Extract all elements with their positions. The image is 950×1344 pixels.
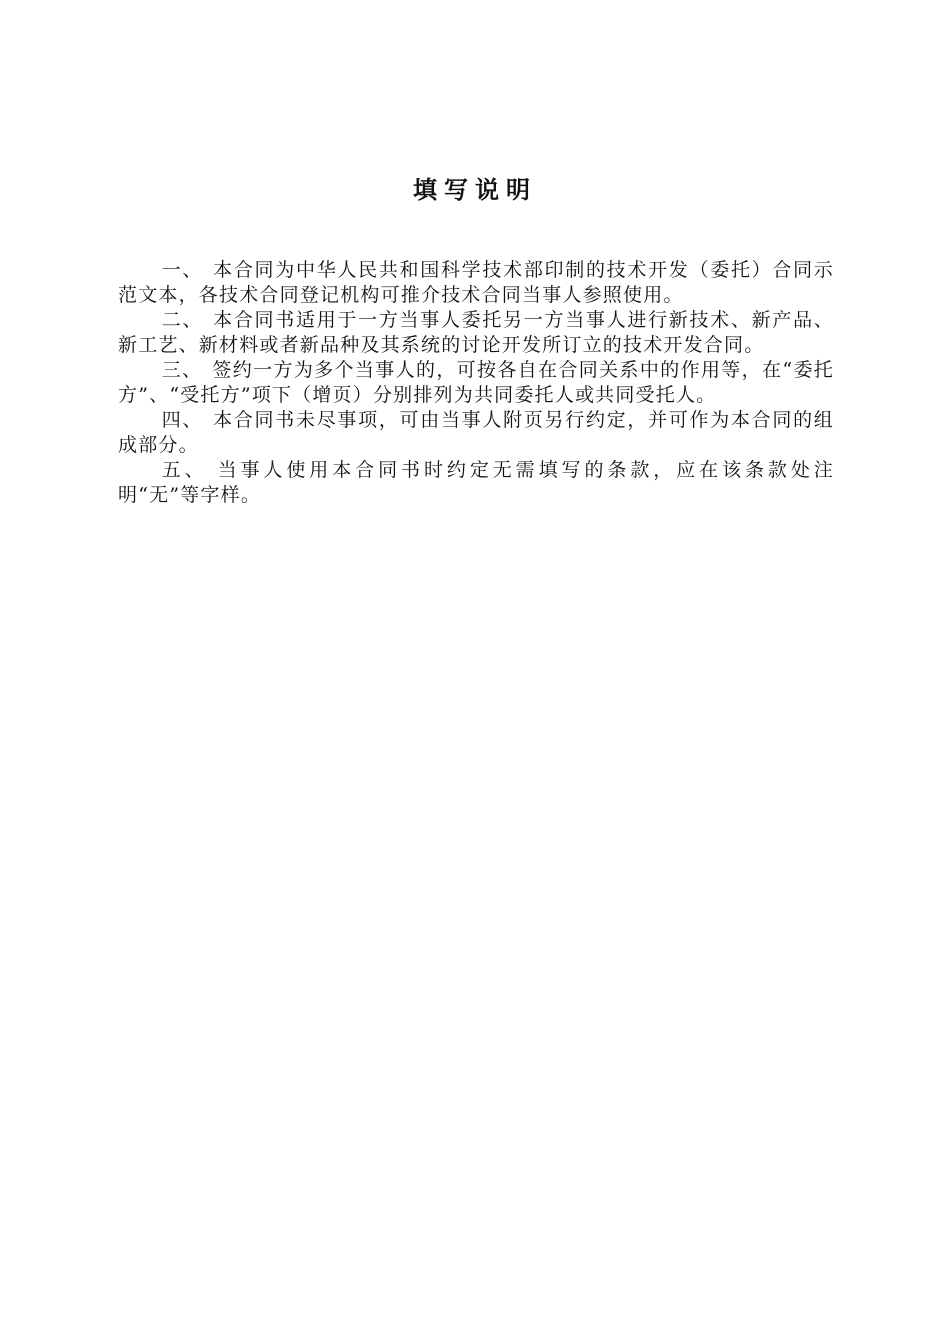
paragraph-text: 本合同书适用于一方当事人委托另一方当事人进行新技术、新产品、新工艺、新材料或者新品种及其系统的讨论开发所订立的技术开发合同。 bbox=[118, 309, 834, 356]
instruction-paragraph-5 bbox=[118, 458, 834, 508]
page-title: 填写说明 bbox=[413, 176, 537, 204]
paragraph-number: 四、 bbox=[161, 409, 204, 431]
paragraph-number: 二、 bbox=[161, 309, 204, 331]
paragraph-number: 一、 bbox=[161, 259, 204, 281]
instructions-body bbox=[118, 258, 834, 508]
paragraph-text: 本合同书未尽事项，可由当事人附页另行约定，并可作为本合同的组成部分。 bbox=[118, 409, 834, 456]
paragraph-text: 本合同为中华人民共和国科学技术部印制的技术开发（委托）合同示范文本，各技术合同登记机构可推介技术合同当事人参照使用。 bbox=[118, 259, 834, 306]
instruction-paragraph-4 bbox=[118, 408, 834, 458]
paragraph-number: 三、 bbox=[161, 359, 203, 381]
paragraph-number: 五、 bbox=[161, 459, 208, 481]
paragraph-text: 签约一方为多个当事人的，可按各自在合同关系中的作用等，在“委托方”、“受托方”项下（增页）分别排列为共同委托人或共同受托人。 bbox=[118, 359, 834, 406]
instruction-paragraph-1 bbox=[118, 258, 834, 308]
instruction-paragraph-2 bbox=[118, 308, 834, 358]
instruction-paragraph-3 bbox=[118, 358, 834, 408]
paragraph-text: 当事人使用本合同书时约定无需填写的条款，应在该条款处注明“无”等字样。 bbox=[118, 459, 834, 506]
